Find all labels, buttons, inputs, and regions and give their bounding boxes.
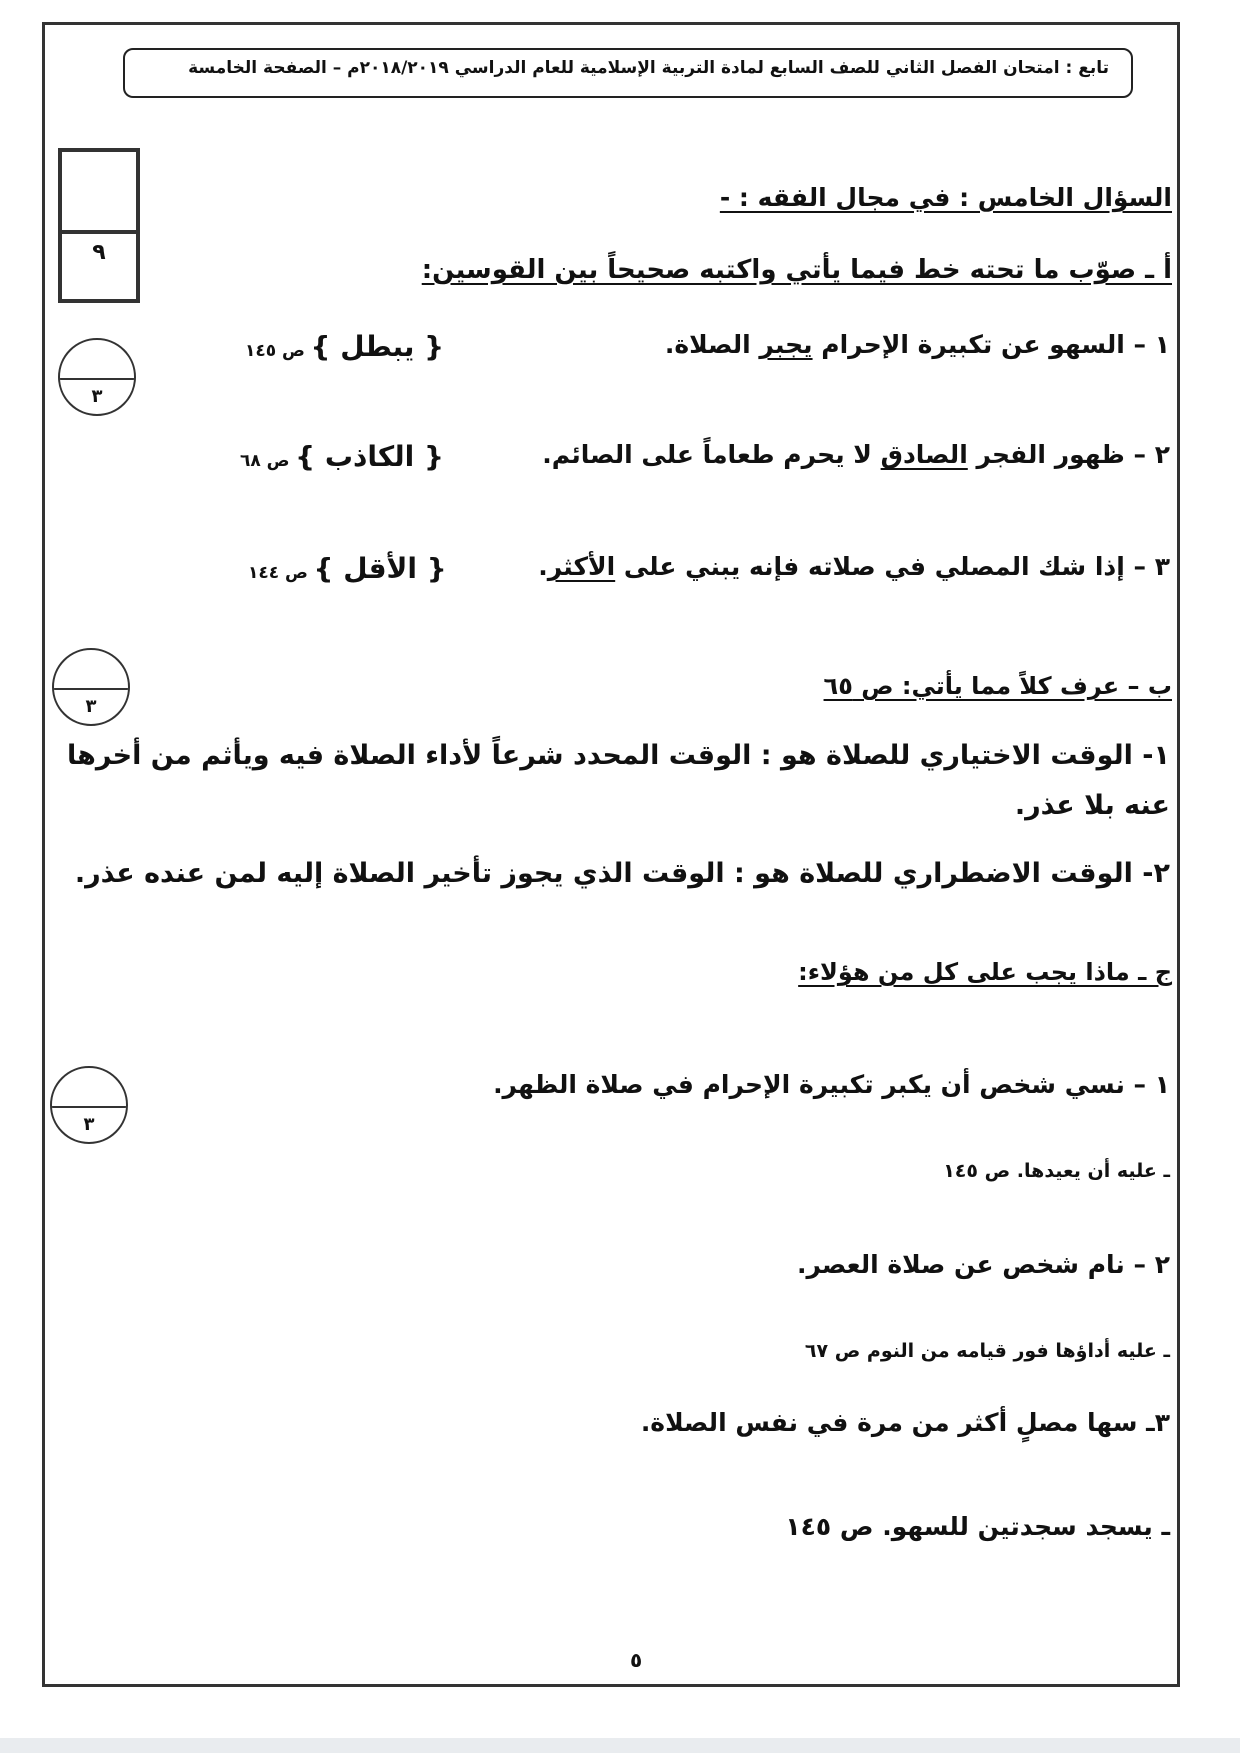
scan-edge	[0, 1738, 1240, 1753]
part-c-heading: ج ـ ماذا يجب على كل من هؤلاء:	[798, 958, 1172, 986]
part-a-item-2: ٢ – ظهور الفجر الصادق لا يحرم طعاماً على الصائم.	[542, 440, 1170, 469]
mark-circle-part-a	[58, 338, 136, 416]
part-c-item-1-answer: ـ عليه أن يعيدها. ص ١٤٥	[943, 1160, 1170, 1182]
page-number: ٥	[630, 1648, 643, 1672]
score-box	[58, 148, 140, 303]
underlined-word: الصادق	[880, 440, 968, 469]
part-a-item-3: ٣ – إذا شك المصلي في صلاته فإنه يبني على الأكثر.	[538, 552, 1170, 581]
part-a-item-1: ١ – السهو عن تكبيرة الإحرام يجبر الصلاة.	[664, 330, 1170, 359]
exam-header: تابع : امتحان الفصل الثاني للصف السابع لمادة التربية الإسلامية للعام الدراسي ٢٠١٨/٢٠١٩م – الصفحة الخامسة	[123, 48, 1133, 98]
part-b-item-2: ٢- الوقت الاضطراري للصلاة هو : الوقت الذي يجوز تأخير الصلاة إليه لمن عنده عذر.	[74, 858, 1170, 889]
part-c-item-2-question: ٢ – نام شخص عن صلاة العصر.	[796, 1250, 1170, 1279]
mark-circle-part-b	[52, 648, 130, 726]
underlined-word: الأكثر	[547, 552, 616, 581]
score-box-empty-cell	[62, 152, 136, 234]
part-b-heading: ب – عرف كلاً مما يأتي: ص ٦٥	[823, 672, 1172, 700]
part-a-item-2-answer: { الكاذب } ص ٦٨	[240, 440, 444, 473]
part-c-item-3-answer: ـ يسجد سجدتين للسهو. ص ١٤٥	[785, 1512, 1170, 1541]
part-b-item-1-line-1: ١- الوقت الاختياري للصلاة هو : الوقت المحدد شرعاً لأداء الصلاة فيه ويأثم من أخرها	[66, 740, 1170, 771]
mark-value: ٣	[85, 696, 97, 717]
mark-value: ٣	[91, 386, 103, 407]
part-a-heading: أ ـ صوّب ما تحته خط فيما يأتي واكتبه صحيحاً بين القوسين:	[421, 255, 1172, 285]
underlined-word: يجبر	[759, 330, 813, 359]
part-a-item-1-answer: { يبطل } ص ١٤٥	[245, 330, 445, 363]
part-c-item-1-question: ١ – نسي شخص أن يكبر تكبيرة الإحرام في صلاة الظهر.	[493, 1070, 1170, 1099]
part-c-item-2-answer: ـ عليه أداؤها فور قيامه من النوم ص ٦٧	[804, 1340, 1170, 1362]
part-a-item-3-answer: { الأقل } ص ١٤٤	[248, 552, 447, 585]
score-box-total: ٩	[92, 240, 106, 265]
question-title: السؤال الخامس : في مجال الفقه : -	[719, 183, 1172, 212]
part-c-item-3-question: ٣ـ سها مصلٍ أكثر من مرة في نفس الصلاة.	[640, 1408, 1170, 1437]
mark-circle-part-c	[50, 1066, 128, 1144]
mark-value: ٣	[83, 1114, 95, 1135]
part-b-item-1-line-2: عنه بلا عذر.	[1014, 790, 1170, 821]
